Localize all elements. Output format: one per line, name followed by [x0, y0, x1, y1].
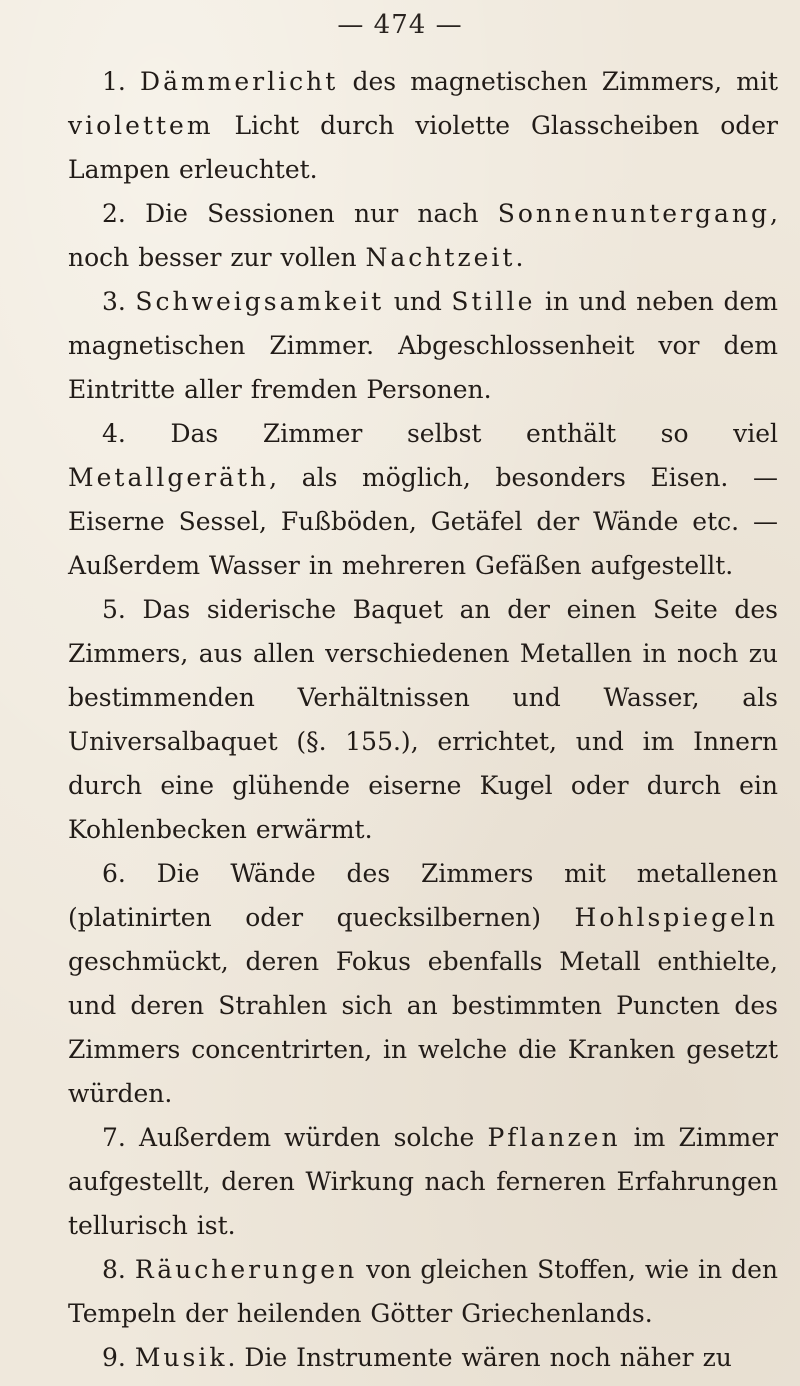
- emphasis-text: Nachtzeit: [365, 243, 516, 272]
- emphasis-text: Pflanzen: [487, 1123, 621, 1152]
- paragraph-number: 4.: [102, 419, 126, 448]
- paragraph-4: [68, 412, 778, 588]
- paragraph-1: [68, 60, 778, 192]
- paragraph-number: 1.: [102, 67, 126, 96]
- paragraph-number: 5.: [102, 595, 126, 624]
- emphasis-text: Schweigsamkeit: [135, 287, 385, 316]
- paragraph-9: [68, 1336, 778, 1380]
- paragraph-number: 2.: [102, 199, 126, 228]
- paragraph-text: , noch besser zur vollen: [68, 199, 778, 272]
- paragraph-text: in und neben dem magnetischen Zimmer. Abgeschlossenheit vor dem Eintritte aller fremden Personen.: [68, 287, 778, 404]
- emphasis-text: Räucherungen: [134, 1255, 358, 1284]
- paragraph-2: [68, 192, 778, 280]
- emphasis-text: Dämmerlicht: [140, 67, 339, 96]
- emphasis-text: Stille: [451, 287, 536, 316]
- emphasis-text: Sonnenuntergang: [497, 199, 771, 228]
- paragraph-text: Das Zimmer selbst enthält so viel: [125, 419, 778, 448]
- paragraph-text: .: [515, 243, 524, 272]
- paragraph-text: geschmückt, deren Fokus ebenfalls Metall enthielte, und deren Strahlen sich an bestimmten Puncten des Zimmers concentrirten, in welche die Kranken gesetzt würden.: [68, 947, 778, 1108]
- paragraph-5: [68, 588, 778, 852]
- paragraph-text: Das siderische Baquet an der einen Seite des Zimmers, aus allen verschiedenen Metallen in noch zu bestimmenden Verhältnissen und Wasser, als Universalbaquet (§. 155.), errichtet, und im Innern durch eine glühende eiserne Kugel oder durch ein Kohlenbecken erwärmt.: [68, 595, 778, 844]
- paragraph-text: . Die Instrumente wären noch näher zu: [227, 1343, 732, 1372]
- paragraph-text: , als möglich, besonders Eisen. — Eiserne Sessel, Fußböden, Getäfel der Wände etc. — Außerdem Wasser in mehreren Gefäßen aufgestellt.: [68, 463, 778, 580]
- paragraph-number: 3.: [102, 287, 126, 316]
- text-block: [0, 60, 800, 1380]
- paragraph-number: 6.: [102, 859, 126, 888]
- paragraph-text: Licht durch violette Glasscheiben oder Lampen erleuchtet.: [68, 111, 778, 184]
- emphasis-text: Metallgeräth: [68, 463, 270, 492]
- paragraph-text: des magnetischen Zimmers, mit: [338, 67, 778, 96]
- paragraph-3: [68, 280, 778, 412]
- paragraph-text: Außerdem würden solche: [125, 1123, 488, 1152]
- page-number: — 474 —: [337, 10, 463, 40]
- paragraph-8: [68, 1248, 778, 1336]
- paragraph-number: 8.: [102, 1255, 126, 1284]
- paragraph-text: Die Sessionen nur nach: [125, 199, 498, 228]
- emphasis-text: Hohlspiegeln: [574, 903, 778, 932]
- paragraph-text: im Zimmer aufgestellt, deren Wirkung nach ferneren Erfahrungen tellurisch ist.: [68, 1123, 778, 1240]
- paragraph-text: von gleichen Stoffen, wie in den Tempeln der heilenden Götter Griechenlands.: [68, 1255, 778, 1328]
- paragraph-text: Die Wände des Zimmers mit metallenen (platinirten oder quecksilbernen): [68, 859, 778, 932]
- paragraph-text: und: [384, 287, 452, 316]
- paragraph-7: [68, 1116, 778, 1248]
- paragraph-6: [68, 852, 778, 1116]
- paragraph-number: 7.: [102, 1123, 126, 1152]
- emphasis-text: violettem: [68, 111, 214, 140]
- emphasis-text: Musik: [134, 1343, 228, 1372]
- paragraph-number: 9.: [102, 1343, 126, 1372]
